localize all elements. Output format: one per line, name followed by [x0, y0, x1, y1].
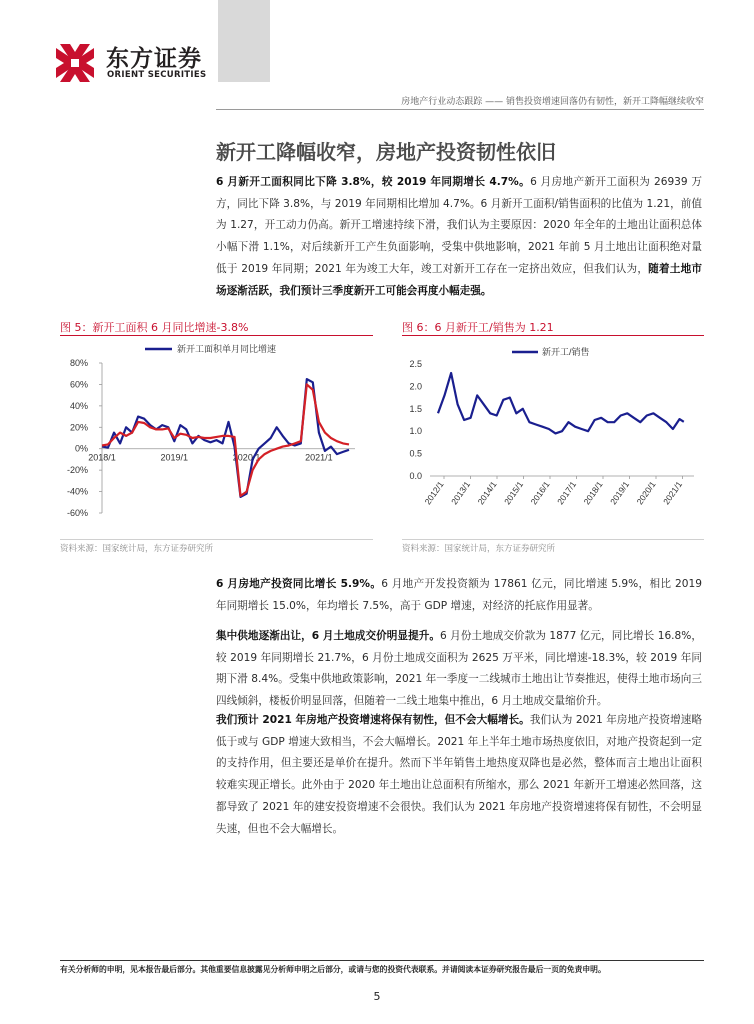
paragraph-outlook — [216, 710, 702, 840]
figure-5-title: 图 5：新开工面积 6 月同比增速-3.8% — [60, 321, 249, 334]
y-tick-label: -20% — [66, 465, 88, 476]
report-header-line: 房地产行业动态跟踪 —— 销售投资增速回落仍有韧性，新开工降幅继续收窄 — [401, 97, 704, 107]
y-tick-label: -40% — [66, 486, 88, 497]
y-tick-label: 0.5 — [409, 448, 422, 459]
x-tick-label: 2013/1 — [449, 479, 473, 507]
figure-5-source-rule — [60, 539, 373, 540]
figure-6-source-rule — [402, 539, 704, 540]
y-tick-label: 80% — [69, 358, 88, 368]
footer-divider — [60, 960, 704, 961]
legend-label: 新开工/销售 — [542, 347, 590, 357]
legend-label: 新开工面积单月同比增速 — [177, 344, 277, 354]
y-tick-label: 60% — [69, 379, 88, 390]
x-tick-label: 2019/1 — [160, 452, 189, 463]
x-tick-label: 2016/1 — [528, 479, 552, 507]
y-tick-label: 0% — [74, 443, 88, 454]
section-title: 新开工降幅收窄，房地产投资韧性依旧 — [216, 140, 556, 164]
x-tick-label: 2021/1 — [305, 452, 333, 463]
chart-new-starts-yoy — [60, 340, 373, 536]
paragraph-conclusion: 随着土地市场逐渐活跃，我们预计三季度新开工可能会再度小幅走强。 — [216, 262, 702, 297]
paragraph-body: 6 月房地产新开工面积为 26939 万方，同比下降 3.8%，与 2019 年同期相比增加 4.7%。6 月新开工面积/销售面积的比值为 1.21，前值为 1.27，开工动力仍高。新开工增速持续下滑，我们认为主要原因：2020 年全年的土地出让面积总体小幅下滑 1.1%，对后续新开工产生负面影响，受集中供地影响，2021 年前 5 月土地出让面积绝对量低于 2019 年同期；2021 年为竣工大年，竣工对新开工存在一定挤出效应，但我们认为， — [216, 176, 702, 275]
x-tick-label: 2021/1 — [661, 479, 685, 507]
y-tick-label: 2.0 — [409, 381, 422, 392]
page-number: 5 — [373, 990, 381, 1003]
paragraph-investment — [216, 574, 702, 617]
series-line-1 — [102, 379, 349, 497]
x-tick-label: 2015/1 — [502, 479, 526, 507]
footer-disclaimer: 有关分析师的申明，见本报告最后部分。其他重要信息披露见分析师申明之后部分，或请与您的投资代表联系。并请阅读本证券研究报告最后一页的免责申明。 — [60, 965, 606, 974]
header-grey-tab — [218, 0, 270, 82]
series-line-2 — [102, 384, 349, 496]
y-tick-label: 0.0 — [409, 471, 422, 481]
paragraph-body: 6 月份土地成交价款为 1877 亿元，同比增长 16.8%，较 2019 年同期增长 21.7%，6 月份土地成交面积为 2625 万平米，同比增速-18.3%，较 2019 年同期下滑 8.4%。受集中供地政策影响，2021 年一季度一二线城市土地出让节奏推迟，使得土地市场向三四线倾斜，楼板价明显回落，但随着一二线土地集中推出，6 月土地成交量缩价升。 — [216, 630, 703, 708]
paragraph-lead: 集中供地逐渐出让，6 月土地成交价明显提升。 — [216, 630, 441, 642]
y-tick-label: 40% — [69, 400, 88, 411]
paragraph-land — [216, 626, 702, 713]
y-tick-label: 1.0 — [409, 426, 422, 437]
header-divider — [216, 109, 704, 110]
y-tick-label: 2.5 — [409, 359, 422, 369]
x-tick-label: 2018/1 — [88, 452, 116, 463]
x-tick-label: 2017/1 — [555, 479, 579, 507]
figure-6-title: 图 6：6 月新开工/销售为 1.21 — [402, 321, 554, 334]
x-tick-label: 2020/1 — [232, 452, 261, 463]
paragraph-body: 我们认为 2021 年房地产投资增速略低于或与 GDP 增速大致相当，不会大幅增长。2021 年上半年土地市场热度依旧，对地产投资起到一定的支持作用，但主要还是单价在提升。然而下半年销售土地热度双降也是必然，整体而言土地出让面积较难实现正增长。此外由于 2020 年土地出让总面积有所缩水，那么 2021 年新开工增速必然回落，这都导致了 2021 年的建安投资增速不会很快。我们认为 2021 年房地产投资增速将保有韧性，不会明显失速，但也不会大幅增长。 — [216, 714, 703, 835]
x-tick-label: 2018/1 — [581, 479, 605, 507]
paragraph-new-starts — [216, 172, 702, 302]
y-tick-label: 20% — [69, 422, 88, 433]
paragraph-lead: 6 月新开工面积同比下降 3.8%，较 2019 年同期增长 4.7%。 — [216, 176, 531, 188]
brand-name-cn: 东方证券 — [106, 46, 202, 72]
x-tick-label: 2014/1 — [475, 479, 499, 507]
y-tick-label: 1.5 — [409, 403, 422, 414]
series-line-1 — [438, 373, 684, 433]
figure-6-source: 资料来源：国家统计局，东方证券研究所 — [402, 544, 556, 554]
x-tick-label: 2019/1 — [608, 479, 632, 507]
brand-name-en: ORIENT SECURITIES — [107, 70, 207, 80]
paragraph-body: 6 月地产开发投资额为 17861 亿元，同比增速 5.9%，相比 2019 年同期增长 15.0%，年均增长 7.5%，高于 GDP 增速，对经济的托底作用显著。 — [216, 578, 702, 612]
figure-5-source: 资料来源：国家统计局，东方证券研究所 — [60, 544, 214, 554]
figure-6-rule — [402, 335, 704, 336]
orient-logo-icon — [52, 40, 98, 86]
x-tick-label: 2012/1 — [422, 479, 446, 507]
paragraph-lead: 我们预计 2021 年房地产投资增速将保有韧性，但不会大幅增长。 — [216, 714, 530, 726]
figure-5-rule — [60, 335, 373, 336]
x-tick-label: 2020/1 — [634, 479, 658, 507]
chart-starts-sales-ratio — [400, 340, 704, 536]
paragraph-lead: 6 月房地产投资同比增长 5.9%。 — [216, 578, 382, 590]
y-tick-label: -60% — [66, 508, 88, 518]
